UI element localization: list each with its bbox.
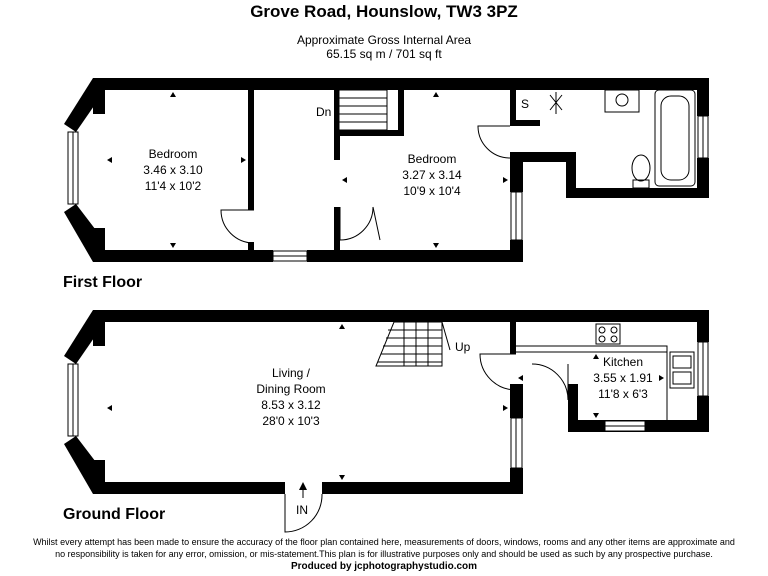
living-room-name-line1: Living / <box>271 366 311 380</box>
disclaimer-line-1: Whilst every attempt has been made to ensure the accuracy of the floor plan contained here, measurements of doors, windows, rooms and any other items are approximate and <box>33 537 735 547</box>
bedroom-rear-name: Bedroom <box>407 152 457 166</box>
plan-title: Grove Road, Hounslow, TW3 3PZ <box>250 2 518 21</box>
entrance-arrow-icon <box>299 482 307 498</box>
kitchen-imperial: 11'8 x 6'3 <box>598 387 648 401</box>
store-label: S <box>521 97 530 111</box>
bedroom-front-name: Bedroom <box>148 147 198 161</box>
stairs-down-label: Dn <box>316 105 332 119</box>
entrance-label: IN <box>296 503 308 517</box>
ground-floor-plan <box>64 310 709 532</box>
bedroom-front-imperial: 11'4 x 10'2 <box>144 179 202 193</box>
ground-floor-dimension-markers <box>107 324 664 480</box>
ground-floor-title: Ground Floor <box>63 506 166 523</box>
living-room-metric: 8.53 x 3.12 <box>261 398 321 412</box>
kitchen-name: Kitchen <box>602 355 644 369</box>
first-floor-title: First Floor <box>63 274 143 291</box>
ground-floor-bay-window <box>68 364 78 436</box>
bedroom-rear-metric: 3.27 x 3.14 <box>402 168 462 182</box>
ground-floor-stairs <box>376 322 450 366</box>
bedroom-rear-label <box>377 151 487 199</box>
living-room-name-line2: Dining Room <box>256 382 326 396</box>
living-room-imperial: 28'0 x 10'3 <box>262 414 320 428</box>
area-label: Approximate Gross Internal Area <box>296 33 472 47</box>
producer-credit: Produced by jcphotographystudio.com <box>290 561 478 572</box>
area-value: 65.15 sq m / 701 sq ft <box>326 47 442 61</box>
kitchen-label <box>568 354 678 402</box>
living-room-label <box>236 365 346 429</box>
first-floor-stairs <box>339 90 387 130</box>
disclaimer-line-2: no responsibility is taken for any error, omission, or mis-statement.This plan is for illustrative purposes only and should be used as such by any prospective purchase. <box>55 549 713 559</box>
first-floor-bay-window <box>68 132 78 204</box>
bedroom-front-metric: 3.46 x 3.10 <box>143 163 203 177</box>
bedroom-front-label <box>118 146 228 194</box>
kitchen-metric: 3.55 x 1.91 <box>593 371 653 385</box>
stairs-up-label: Up <box>455 340 471 354</box>
bedroom-rear-imperial: 10'9 x 10'4 <box>403 184 461 198</box>
